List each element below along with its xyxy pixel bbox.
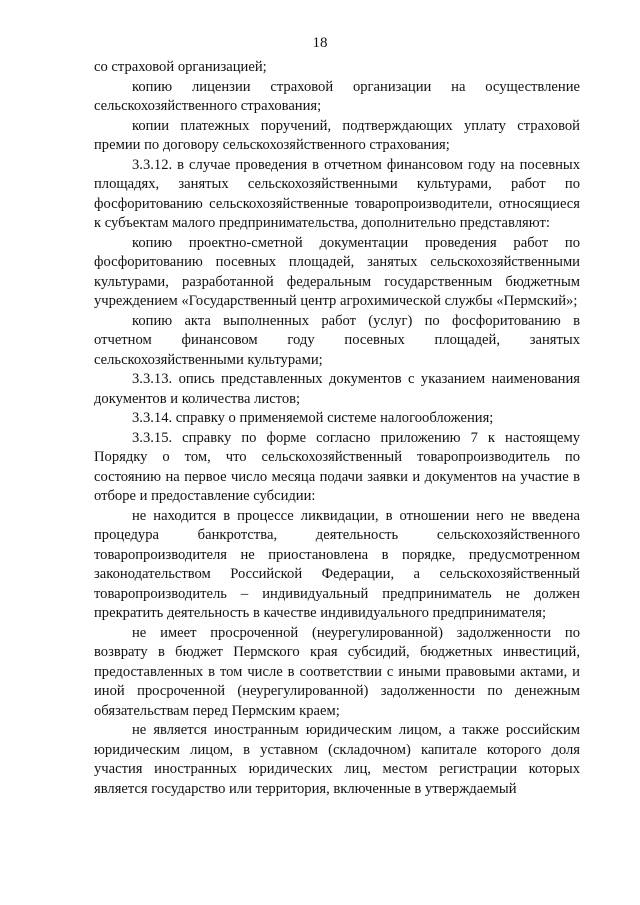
paragraph-8: 3.3.14. справку о применяемой системе налогообложения; <box>132 410 494 426</box>
paragraph-2: копию лицензии страховой организации на осуществление сельскохозяйственного страхования; <box>94 78 580 114</box>
paragraph-1: со страховой организацией; <box>94 59 267 75</box>
paragraph-6: копию акта выполненных работ (услуг) по фосфоритованию в отчетном финансовом году посевных площадей, занятых сельскохозяйственными культурами; <box>94 312 580 368</box>
paragraph-4: 3.3.12. в случае проведения в отчетном финансовом году на посевных площадях, занятых сельскохозяйственными культурами, работ по фосфоритованию сельскохозяйственные товаропроизводители, относящиеся к субъектам малого предпринимательства, дополнительно представляют: <box>94 156 580 231</box>
page-number: 18 <box>312 35 328 51</box>
document-body <box>94 58 580 799</box>
paragraph-9: 3.3.15. справку по форме согласно приложению 7 к настоящему Порядку о том, что сельскохозяйственный товаропроизводитель по состоянию на первое число месяца подачи заявки и документов на участие в отборе и предоставление субсидии: <box>94 429 580 504</box>
paragraph-12: не является иностранным юридическим лицом, а также российским юридическим лицом, в уставном (складочном) капитале которого доля участия иностранных юридических лиц, местом регистрации которых является государство или территория, включенные в утверждаемый <box>94 722 580 797</box>
paragraph-3: копии платежных поручений, подтверждающих уплату страховой премии по договору сельскохозяйственного страхования; <box>94 117 580 153</box>
paragraph-11: не имеет просроченной (неурегулированной) задолженности по возврату в бюджет Пермского края субсидий, бюджетных инвестиций, предоставленных в том числе в соответствии с иными правовыми актами, и иной просроченной (неурегулированной) задолженности по денежным обязательствам перед Пермским краем; <box>94 624 580 719</box>
paragraph-5: копию проектно-сметной документации проведения работ по фосфоритованию посевных площадей, занятых сельскохозяйственными культурами, разработанной федеральным государственным бюджетным учреждением «Государственный центр агрохимической службы «Пермский»; <box>94 234 580 309</box>
paragraph-7: 3.3.13. опись представленных документов с указанием наименования документов и количества листов; <box>94 371 580 407</box>
paragraph-10: не находится в процессе ликвидации, в отношении него не введена процедура банкротства, деятельность сельскохозяйственного товаропроизводителя не приостановлена в порядке, предусмотренном законодательством Российской Федерации, а сельскохозяйственный товаропроизводитель – индивидуальный предприниматель не должен прекратить деятельность в качестве индивидуального предпринимателя; <box>94 507 580 621</box>
